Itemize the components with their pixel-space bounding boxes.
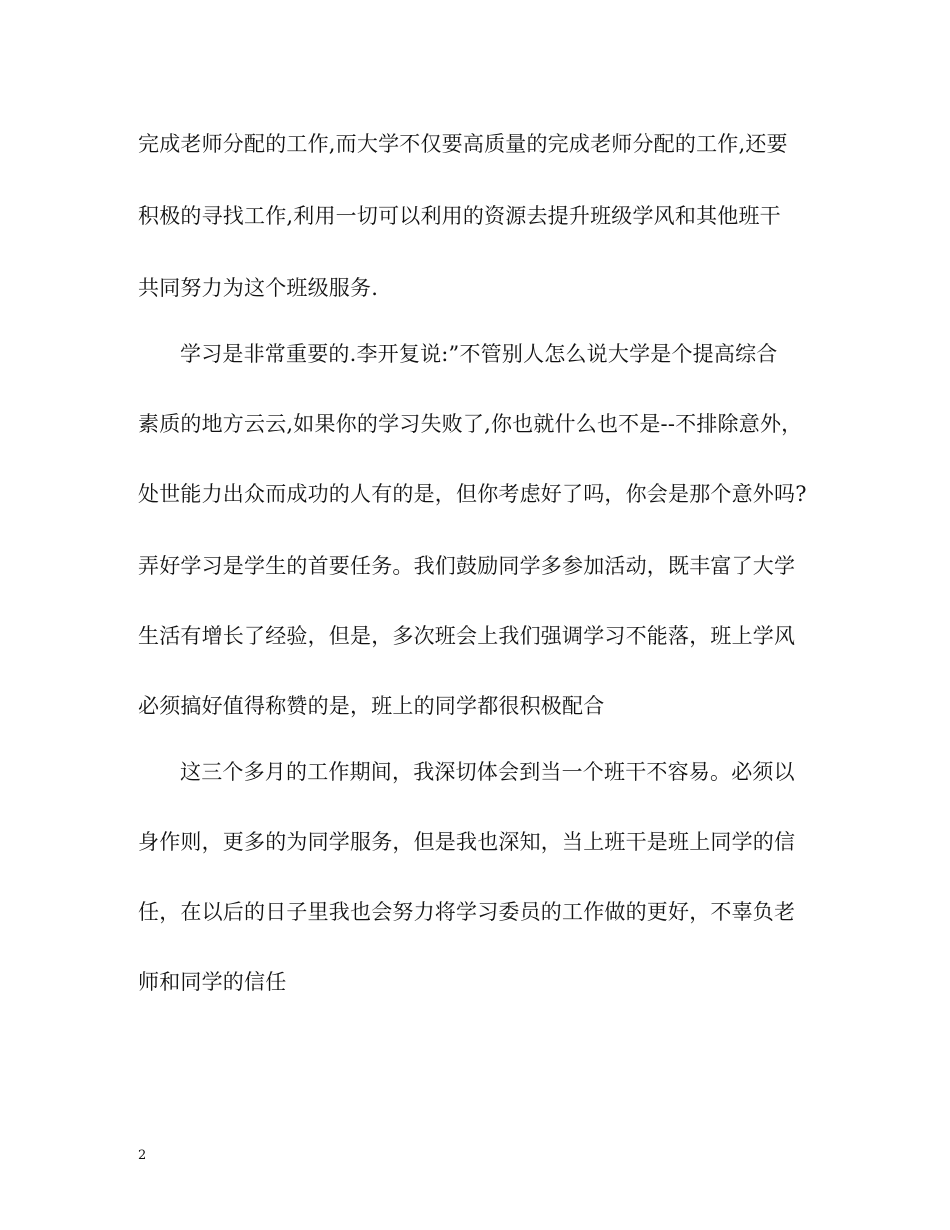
text-line: 完成老师分配的工作,而大学不仅要高质量的完成老师分配的工作,还要	[138, 132, 788, 156]
text-line: 身作则，更多的为同学服务，但是我也深知，当上班干是班上同学的信	[138, 830, 796, 854]
text-line: 素质的地方云云,如果你的学习失败了,你也就什么也不是--不排除意外，	[138, 412, 803, 436]
text-line: 必须搞好值得称赞的是，班上的同学都很积极配合	[138, 694, 605, 718]
text-line: 弄好学习是学生的首要任务。我们鼓励同学多参加活动，既丰富了大学	[138, 554, 796, 578]
page-number: 2	[138, 1148, 147, 1163]
text-line: 学习是非常重要的.李开复说:”不管别人怎么说大学是个提高综合	[180, 342, 778, 366]
text-line: 共同努力为这个班级服务.	[138, 276, 379, 300]
text-line: 任，在以后的日子里我也会努力将学习委员的工作做的更好，不辜负老	[138, 900, 796, 924]
text-line: 生活有增长了经验，但是，多次班会上我们强调学习不能落，班上学风	[138, 624, 796, 648]
text-line: 师和同学的信任	[138, 970, 287, 994]
text-line: 这三个多月的工作期间，我深切体会到当一个班干不容易。必须以	[180, 760, 795, 784]
text-line: 处世能力出众而成功的人有的是，但你考虑好了吗，你会是那个意外吗?	[138, 482, 807, 506]
text-line: 积极的寻找工作,利用一切可以利用的资源去提升班级学风和其他班干	[138, 204, 781, 228]
